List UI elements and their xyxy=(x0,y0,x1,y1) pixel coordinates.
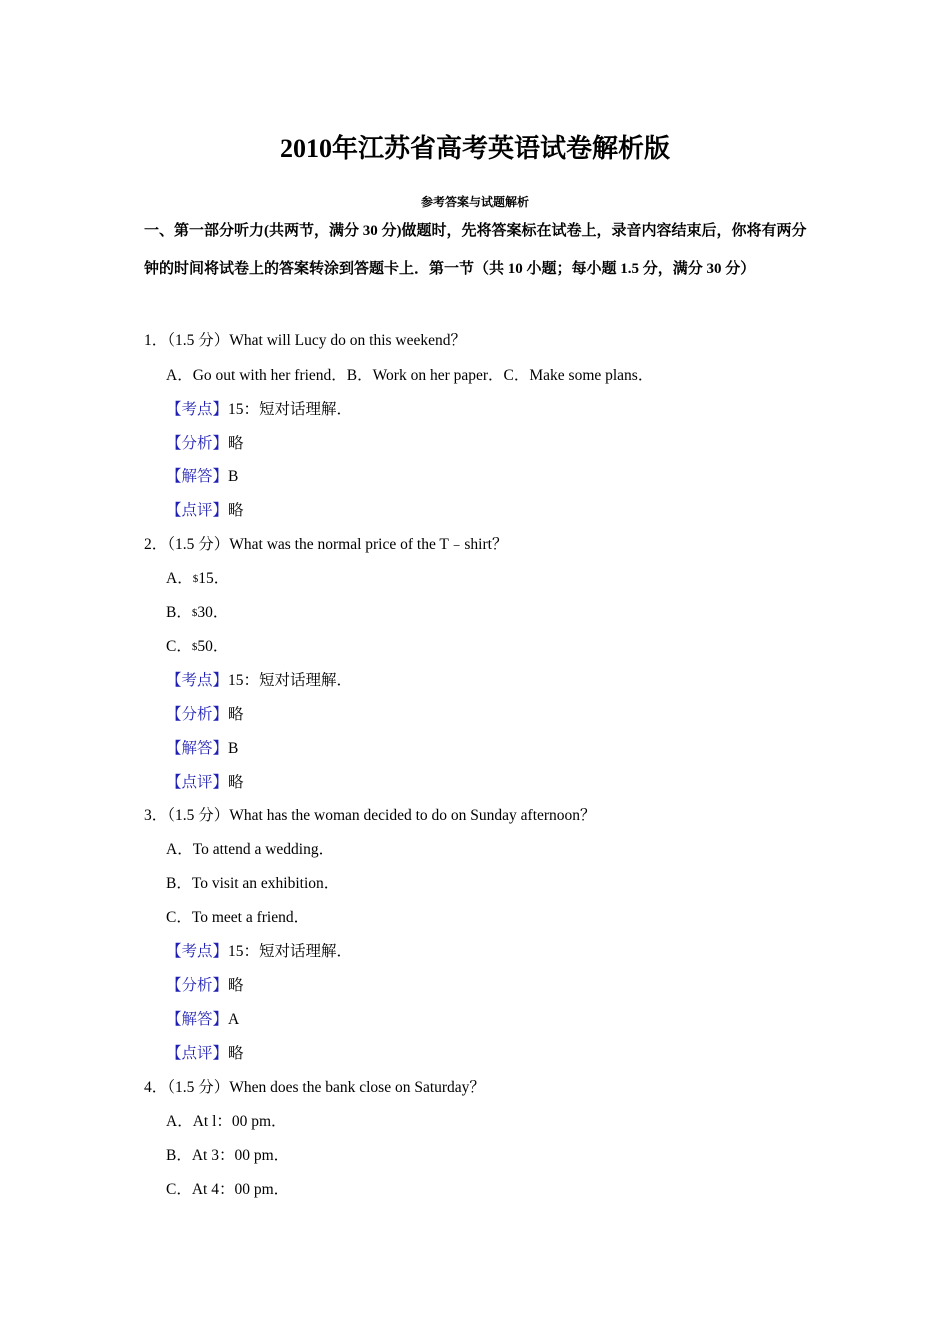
dianping-text: 略 xyxy=(228,1045,244,1062)
option-a xyxy=(166,569,229,589)
dianping-row xyxy=(166,501,244,521)
kaodian-text: 15：短对话理解． xyxy=(228,943,353,960)
option-value: 15． xyxy=(198,570,230,587)
kaodian-tag: 【考点】 xyxy=(166,672,229,689)
dianping-row xyxy=(166,1044,244,1064)
fenxi-row xyxy=(166,434,244,454)
document-subtitle: 参考答案与试题解析 xyxy=(420,195,529,209)
jieda-row xyxy=(166,1010,239,1030)
fenxi-tag: 【分析】 xyxy=(166,977,229,994)
question-stem: 4．（1.5 分）When does the bank close on Saturday？ xyxy=(144,1079,485,1096)
question-stem: 3．（1.5 分）What has the woman decided to do on Sunday afternoon？ xyxy=(144,807,596,824)
dollar-icon: $ xyxy=(191,607,198,619)
fenxi-tag: 【分析】 xyxy=(166,435,229,452)
dianping-text: 略 xyxy=(228,502,244,519)
jieda-row xyxy=(166,467,238,487)
dianping-tag: 【点评】 xyxy=(166,774,229,791)
dianping-tag: 【点评】 xyxy=(166,502,229,519)
kaodian-tag: 【考点】 xyxy=(166,943,229,960)
option-label: B． xyxy=(166,604,192,621)
jieda-tag: 【解答】 xyxy=(166,468,229,485)
jieda-text: B xyxy=(228,468,239,485)
dianping-tag: 【点评】 xyxy=(166,1045,229,1062)
kaodian-tag: 【考点】 xyxy=(166,401,229,418)
question-stem: 1．（1.5 分）What will Lucy do on this weekend？ xyxy=(144,332,467,349)
jieda-text: B xyxy=(228,740,239,757)
question-options: A．Go out with her friend．B．Work on her paper．C．Make some plans． xyxy=(166,367,654,384)
dollar-icon: $ xyxy=(191,641,198,653)
option-label: C． xyxy=(166,638,192,655)
dollar-icon: $ xyxy=(192,573,199,585)
kaodian-text: 15：短对话理解． xyxy=(228,672,353,689)
fenxi-row xyxy=(166,976,244,996)
fenxi-text: 略 xyxy=(228,977,244,994)
option-b: B．At 3：00 pm． xyxy=(166,1147,290,1164)
kaodian-text: 15：短对话理解． xyxy=(228,401,353,418)
option-b: B．To visit an exhibition． xyxy=(166,875,340,892)
dianping-text: 略 xyxy=(228,774,244,791)
fenxi-row xyxy=(166,705,244,725)
jieda-tag: 【解答】 xyxy=(166,740,229,757)
section-heading: 一、第一部分听力(共两节，满分 30 分)做题时，先将答案标在试卷上，录音内容结束后，你将有两分钟的时间将试卷上的答案转涂到答题卡上．第一节（共 10 小题；每小题 1.5 分，满分 30 分） xyxy=(144,223,807,277)
option-value: 30． xyxy=(197,604,229,621)
jieda-text: A xyxy=(228,1011,240,1028)
kaodian-row xyxy=(166,942,352,962)
option-c: C．To meet a friend． xyxy=(166,909,310,926)
fenxi-tag: 【分析】 xyxy=(166,706,229,723)
document-title: 2010年江苏省高考英语试卷解析版 xyxy=(279,134,670,163)
kaodian-row xyxy=(166,671,352,691)
fenxi-text: 略 xyxy=(228,435,244,452)
option-c: C．At 4：00 pm． xyxy=(166,1181,290,1198)
jieda-tag: 【解答】 xyxy=(166,1011,229,1028)
option-value: 50． xyxy=(197,638,229,655)
option-a: A．To attend a wedding． xyxy=(166,841,335,858)
question-stem: 2．（1.5 分）What was the normal price of the T﹣shirt？ xyxy=(144,536,508,553)
option-b xyxy=(166,603,228,623)
option-label: A． xyxy=(166,570,193,587)
dianping-row xyxy=(166,773,244,793)
kaodian-row xyxy=(166,400,352,420)
option-c xyxy=(166,637,228,657)
option-a: A．At l：00 pm． xyxy=(166,1113,287,1130)
jieda-row xyxy=(166,739,238,759)
fenxi-text: 略 xyxy=(228,706,244,723)
